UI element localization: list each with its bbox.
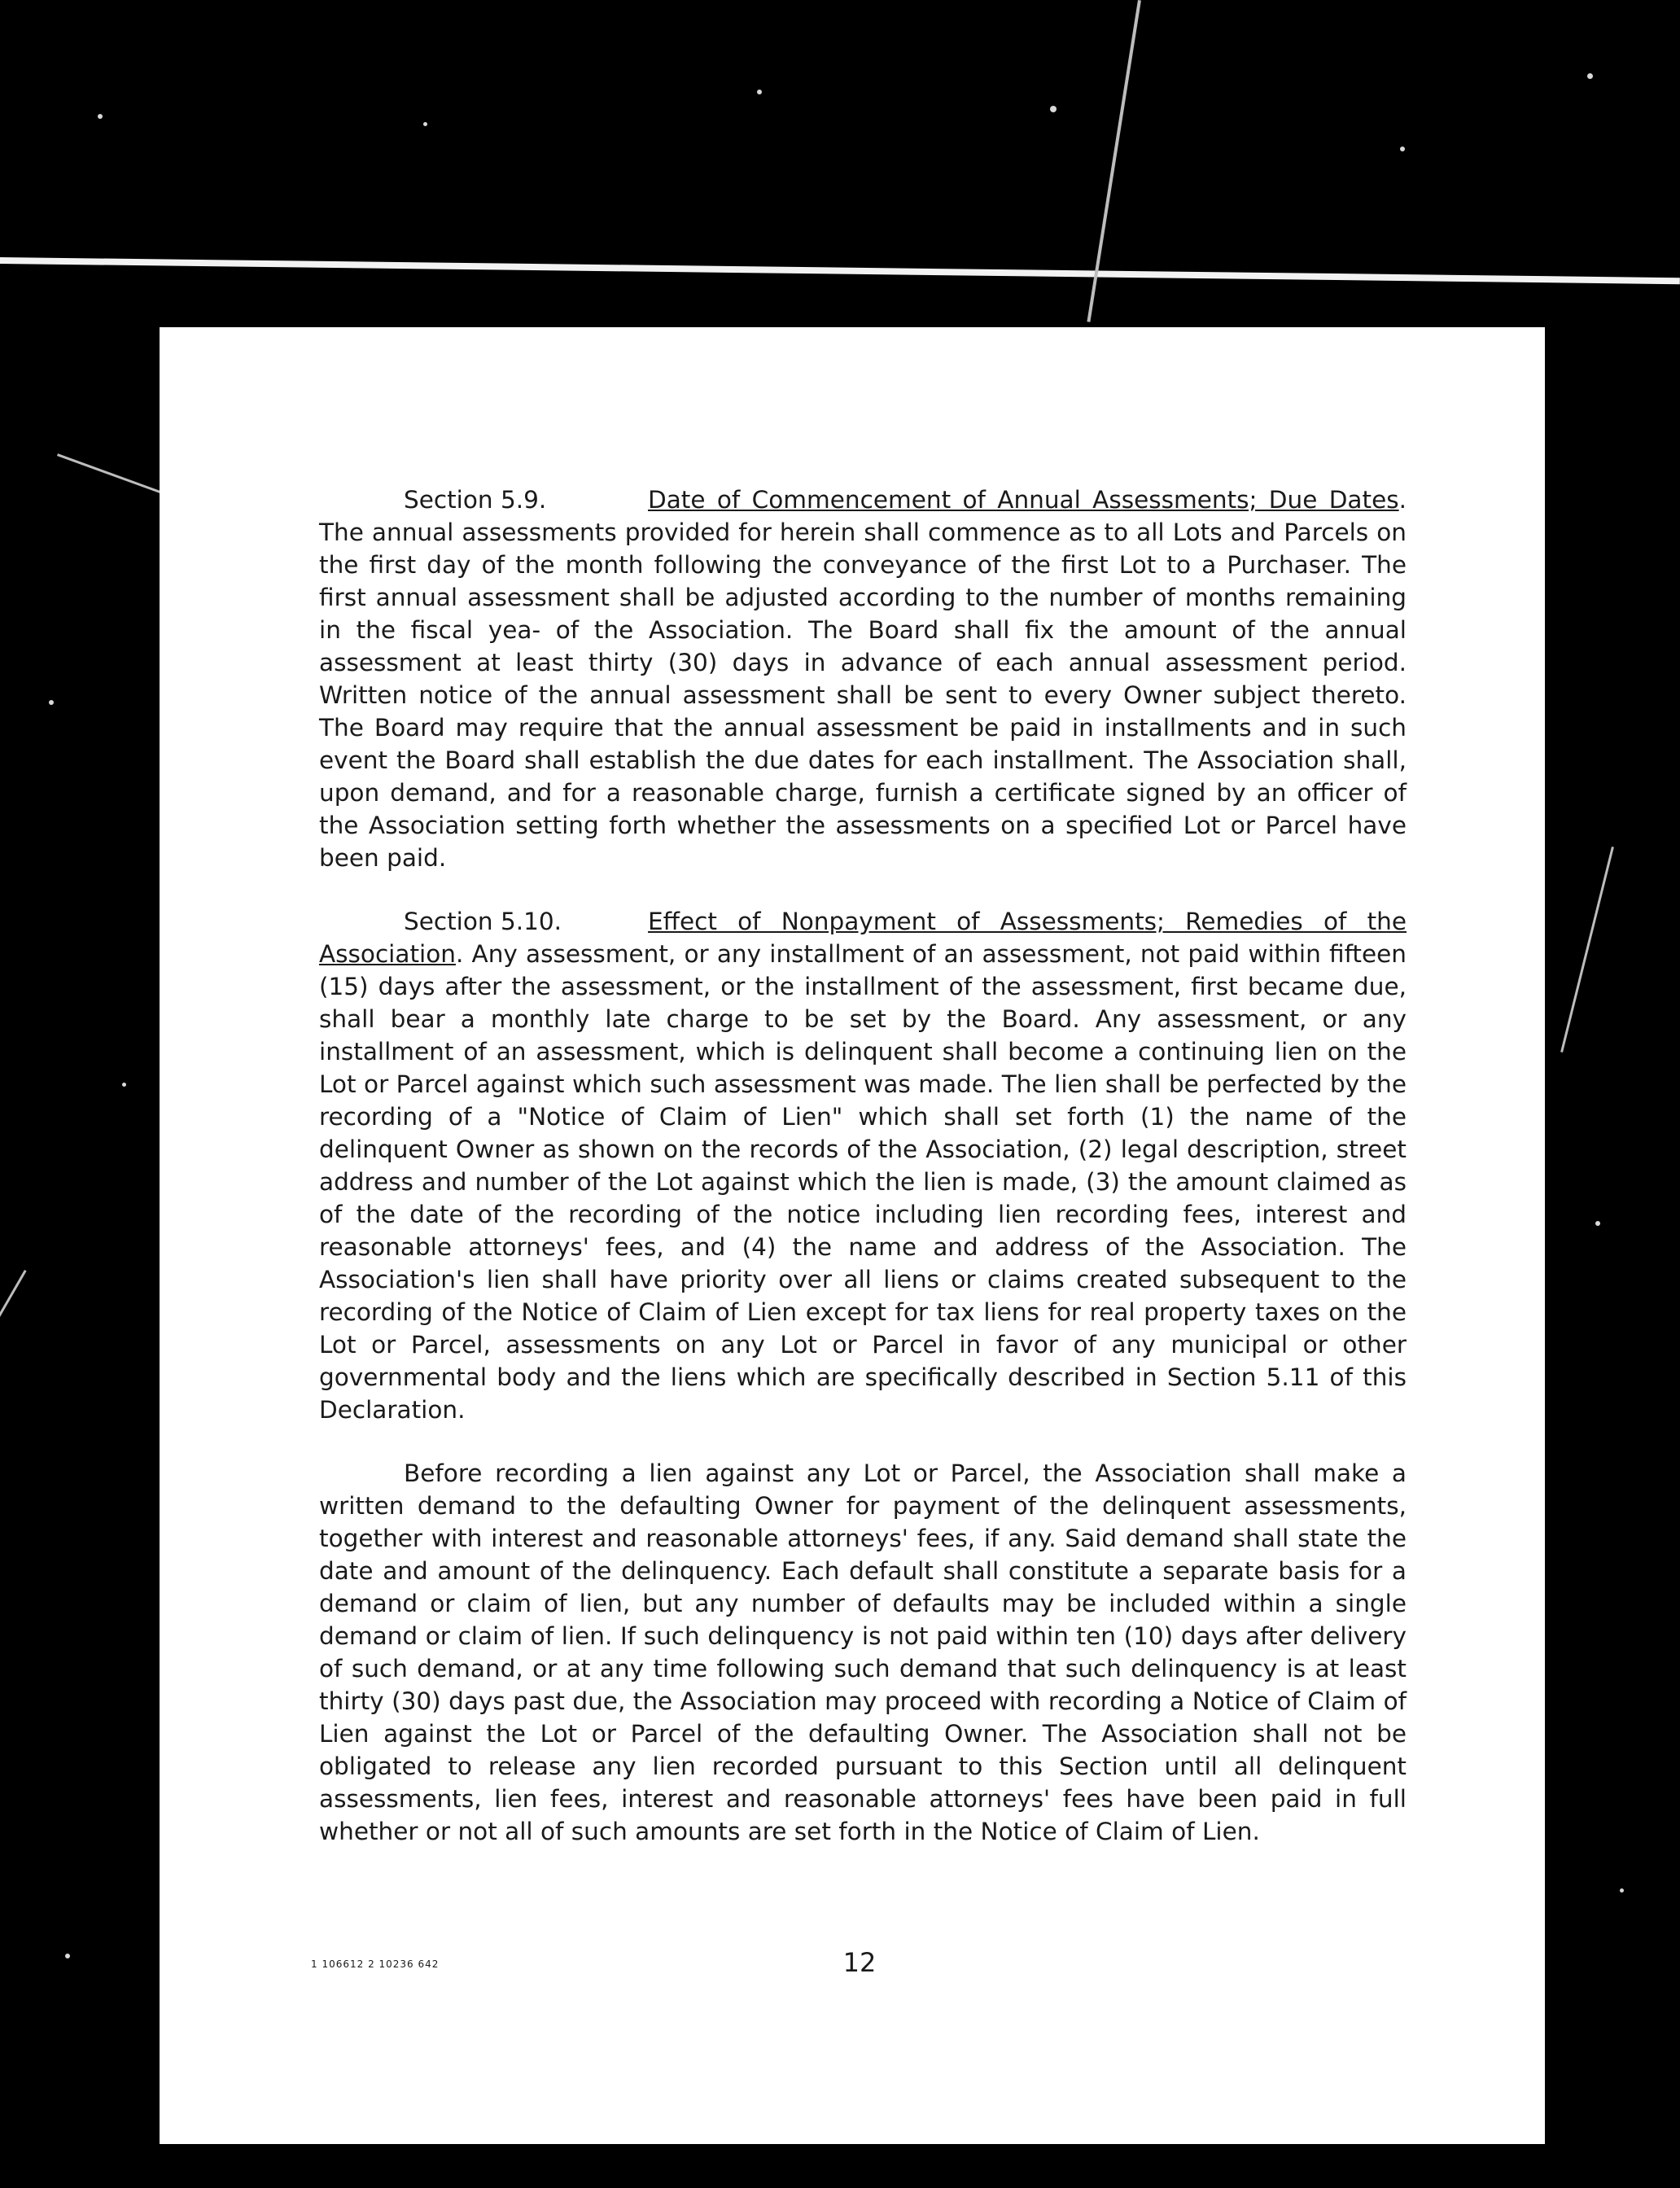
document-body bbox=[319, 484, 1407, 1879]
scan-artifact-speck bbox=[757, 90, 762, 94]
scan-artifact-streak bbox=[0, 1270, 27, 1370]
section-number: Section 5.10. bbox=[404, 908, 562, 935]
scan-artifact-speck bbox=[1400, 147, 1405, 151]
page-number: 12 bbox=[842, 1947, 877, 1978]
section-body: . Any assessment, or any installment of an assessment, not paid within fifteen (15) days after the assessment, or the installment of the assessment, first became due, shall bear a monthly late charge to be set by the Board. Any assessment, or any installment of an assessment, which is delinquent shall become a continuing lien on the Lot or Parcel against which such assessment was made. The lien shall be perfected by the recording of a "Notice of Claim of Lien" which shall set forth (1) the name of the delinquent Owner as shown on the records of the Association, (2) legal description, street address and number of the Lot against which the lien is made, (3) the amount claimed as of the date of the recording of the notice including lien recording fees, interest and reasonable attorneys' fees, and (4) the name and address of the Association. The Association's lien shall have priority over all liens or claims created subsequent to the recording of the Notice of Claim of Lien except for tax liens for real property taxes on the Lot or Parcel, assessments on any Lot or Parcel in favor of any municipal or other governmental body and the liens which are specifically described in Section 5.11 of this Declaration. bbox=[319, 940, 1407, 1424]
section-number: Section 5.9. bbox=[404, 486, 547, 514]
scan-artifact-speck bbox=[423, 122, 427, 126]
scan-artifact-speck bbox=[65, 1954, 70, 1958]
scan-artifact-speck bbox=[122, 1083, 126, 1087]
scan-artifact-speck bbox=[1050, 106, 1057, 112]
scan-artifact-streak bbox=[1560, 847, 1614, 1052]
section-heading: Effect of Nonpayment of Assessments; Remedies of the Association bbox=[319, 908, 1407, 968]
lien-demand-paragraph bbox=[319, 1457, 1407, 1848]
scan-artifact-rule bbox=[0, 257, 1680, 284]
document-page bbox=[160, 327, 1545, 2144]
scan-artifact-speck bbox=[1595, 1221, 1600, 1226]
scan-artifact-speck bbox=[98, 114, 103, 119]
section-5-9 bbox=[319, 484, 1407, 874]
section-body: . The annual assessments provided for herein shall commence as to all Lots and Parcels on the first day of the month following the conveyance of the first Lot to a Purchaser. The first annual assessment shall be adjusted according to the number of months remaining in the fiscal yea- of the Association. The Board shall fix the amount of the annual assessment at least thirty (30) days in advance of each annual assessment period. Written notice of the annual assessment shall be sent to every Owner subject thereto. The Board may require that the annual assessment be paid in installments and in such event the Board shall establish the due dates for each installment. The Association shall, upon demand, and for a reasonable charge, furnish a certificate signed by an officer of the Association setting forth whether the assessments on a specified Lot or Parcel have been paid. bbox=[319, 486, 1407, 872]
scan-artifact-streak bbox=[57, 453, 173, 497]
scan-artifact-speck bbox=[49, 700, 54, 705]
document-code: 1 106612 2 10236 642 bbox=[311, 1958, 440, 1970]
section-heading: Date of Commencement of Annual Assessments; Due Dates bbox=[648, 486, 1399, 514]
paragraph-text: Before recording a lien against any Lot or Parcel, the Association shall make a written demand to the defaulting Owner for payment of the delinquent assessments, together with interest and reasonable attorneys' fees, if any. Said demand shall state the date and amount of the delinquency. Each default shall constitute a separate basis for a demand or claim of lien, but any number of defaults may be included within a single demand or claim of lien. If such delinquency is not paid within ten (10) days after delivery of such demand, or at any time following such demand that such delinquency is at least thirty (30) days past due, the Association may proceed with recording a Notice of Claim of Lien against the Lot or Parcel of the defaulting Owner. The Association shall not be obligated to release any lien recorded pursuant to this Section until all delinquent assessments, lien fees, interest and reasonable attorneys' fees have been paid in full whether or not all of such amounts are set forth in the Notice of Claim of Lien. bbox=[319, 1459, 1407, 1845]
scan-artifact-speck bbox=[1620, 1888, 1624, 1893]
scan-artifact-speck bbox=[1587, 73, 1593, 79]
section-5-10 bbox=[319, 905, 1407, 1426]
